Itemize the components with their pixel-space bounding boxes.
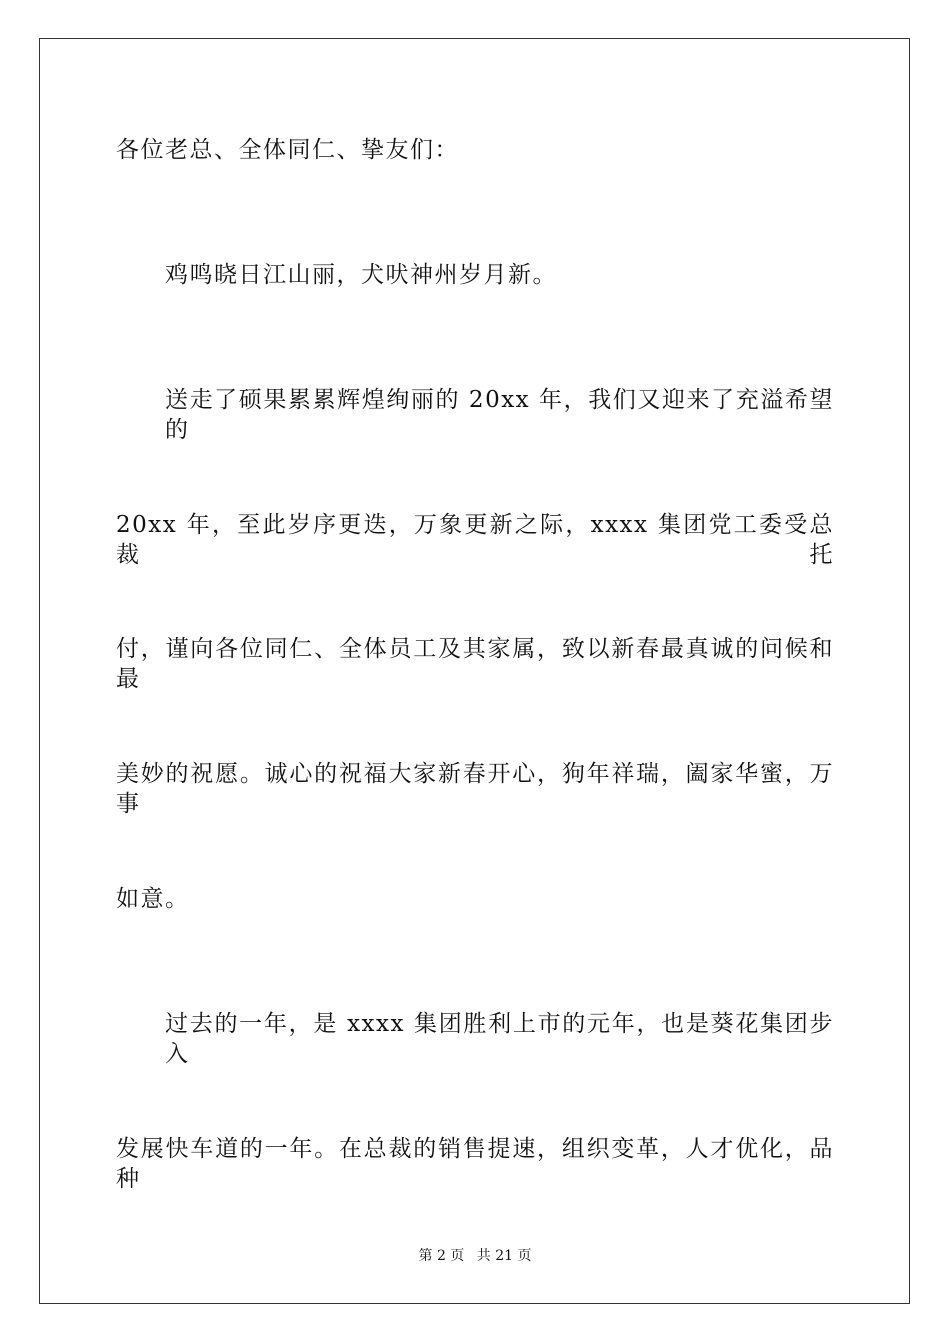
- salutation: 各位老总、全体同仁、挚友们：: [116, 137, 459, 163]
- paragraph-line-8: 发展快车道的一年。在总裁的销售提速，组织变革，人才优化，品种: [116, 1136, 834, 1192]
- paragraph-line-5: 美妙的祝愿。诚心的祝福大家新春开心，狗年祥瑞，阖家华蜜，万事: [116, 761, 834, 817]
- page-number-current: 第 2 页: [418, 1248, 465, 1264]
- paragraph-line-6: 如意。: [116, 886, 190, 912]
- paragraph-line-2: 送走了硕果累累辉煌绚丽的 20xx 年，我们又迎来了充溢希望的: [165, 387, 834, 443]
- paragraph-line-7: 过去的一年，是 xxxx 集团胜利上市的元年，也是葵花集团步入: [165, 1011, 834, 1067]
- paragraph-line-3: 20xx 年，至此岁序更迭，万象更新之际，xxxx 集团党工委受总裁托: [116, 512, 834, 568]
- page-footer: [0, 1247, 950, 1265]
- paragraph-line-4: 付，谨向各位同仁、全体员工及其家属，致以新春最真诚的问候和最: [116, 636, 834, 692]
- paragraph-line-1: 鸡鸣晓日江山丽，犬吠神州岁月新。: [165, 262, 557, 288]
- page-number-total: 共 21 页: [476, 1248, 532, 1264]
